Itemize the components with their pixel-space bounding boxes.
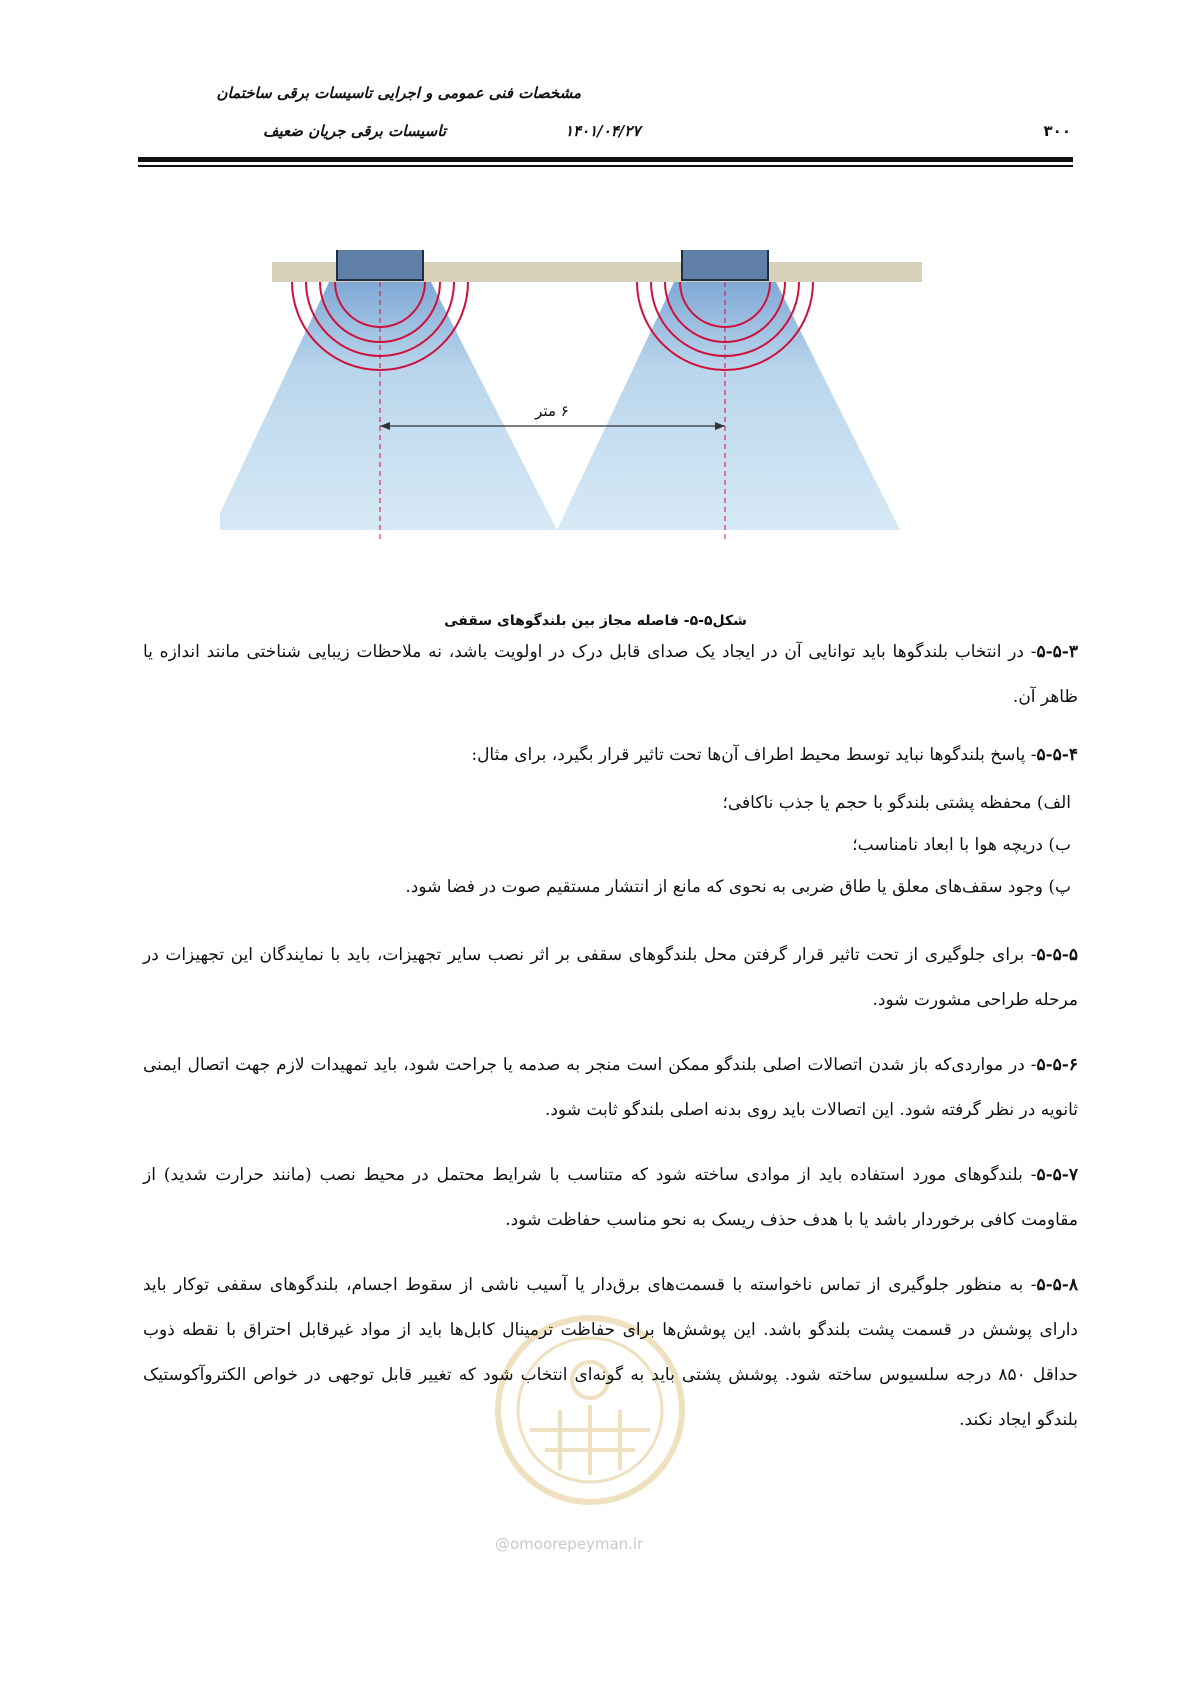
section-text: - برای جلوگیری از تحت تاثیر قرار گرفتن محل بلندگوهای سقفی بر اثر نصب سایر تجهیزات، باید با نمایندگان این تجهیزات در مرحله طراحی مشورت شود.	[143, 945, 1078, 1010]
list-item-pe: پ) وجود سقف‌های معلق یا طاق ضربی به نحوی که مانع از انتشار مستقیم صوت در فضا شود.	[405, 877, 1071, 897]
section-5-5-3	[143, 630, 1078, 720]
distance-label: ۶ متر	[535, 402, 569, 420]
section-5-5-8	[143, 1263, 1078, 1443]
page-number: ۳۰۰	[1043, 122, 1071, 140]
section-number: ۵-۵-۳	[1036, 642, 1078, 662]
sound-cone-left	[220, 280, 557, 530]
section-number: ۵-۵-۶	[1036, 1055, 1078, 1075]
section-5-5-7	[143, 1153, 1078, 1243]
section-5-5-6	[143, 1043, 1078, 1133]
section-text: - در انتخاب بلندگوها باید توانایی آن در ایجاد یک صدای قابل درک در اولویت باشد، نه ملاحظات زیبایی شناختی مانند اندازه یا ظاهر آن.	[143, 642, 1078, 707]
section-text: - پاسخ بلندگوها نباید توسط محیط اطراف آن‌ها تحت تاثیر قرار بگیرد، برای مثال:	[471, 745, 1037, 765]
section-5-5-4	[143, 733, 1078, 778]
watermark-text: @omoorepeyman.ir	[495, 1535, 644, 1553]
sound-cone-right	[557, 280, 900, 530]
section-number: ۵-۵-۸	[1036, 1275, 1078, 1295]
document-title: مشخصات فنی عمومی و اجرایی تاسیسات برقی ساختمان	[216, 84, 581, 102]
section-text: - بلندگوهای مورد استفاده باید از موادی ساخته شود که متناسب با شرایط محتمل در محیط نصب (مانند حرارت شدید) از مقاومت کافی برخوردار باشد یا با هدف حذف ریسک به نحو مناسب حفاظت شود.	[143, 1165, 1078, 1230]
header-rule-thin	[138, 165, 1073, 167]
section-number: ۵-۵-۵	[1036, 945, 1078, 965]
ceiling-speakers-figure	[220, 250, 1000, 590]
figure-caption: شکل۵-۵- فاصله مجاز بین بلندگوهای سقفی	[444, 613, 747, 629]
section-text: - در مواردی‌که باز شدن اتصالات اصلی بلندگو ممکن است منجر به صدمه یا جراحت شود، باید تمهیدات لازم جهت اتصال ایمنی ثانویه در نظر گرفته شود. این اتصالات باید روی بدنه اصلی بلندگو ثابت شود.	[143, 1055, 1078, 1120]
list-item-be: ب) دریچه هوا با ابعاد نامناسب؛	[852, 835, 1071, 855]
section-title: تاسیسات برقی جریان ضعیف	[262, 122, 446, 140]
section-text: - به منظور جلوگیری از تماس ناخواسته با قسمت‌های برق‌دار یا آسیب ناشی از سقوط اجسام، بلندگوهای سقفی توکار باید دارای پوشش در قسمت پشت بلندگو باشد. این پوشش‌ها برای حفاظت ترمینال کابل‌ها باید از مواد غیرقابل احتراق با نقطه ذوب حداقل ۸۵۰ درجه سلسیوس ساخته شود. پوشش پشتی باید به گونه‌ای انتخاب شود که تغییر قابل توجهی در خواص الکتروآکوستیک بلندگو ایجاد نکند.	[143, 1275, 1079, 1430]
document-date: ۱۴۰۱/۰۴/۲۷	[565, 122, 641, 140]
speaker-left	[337, 250, 423, 280]
section-number: ۵-۵-۴	[1036, 745, 1078, 765]
header-rule-thick	[138, 157, 1073, 162]
section-5-5-5	[143, 933, 1078, 1023]
list-item-alef: الف) محفظه پشتی بلندگو با حجم یا جذب ناکافی؛	[722, 793, 1071, 813]
speaker-right	[682, 250, 768, 280]
section-number: ۵-۵-۷	[1036, 1165, 1078, 1185]
